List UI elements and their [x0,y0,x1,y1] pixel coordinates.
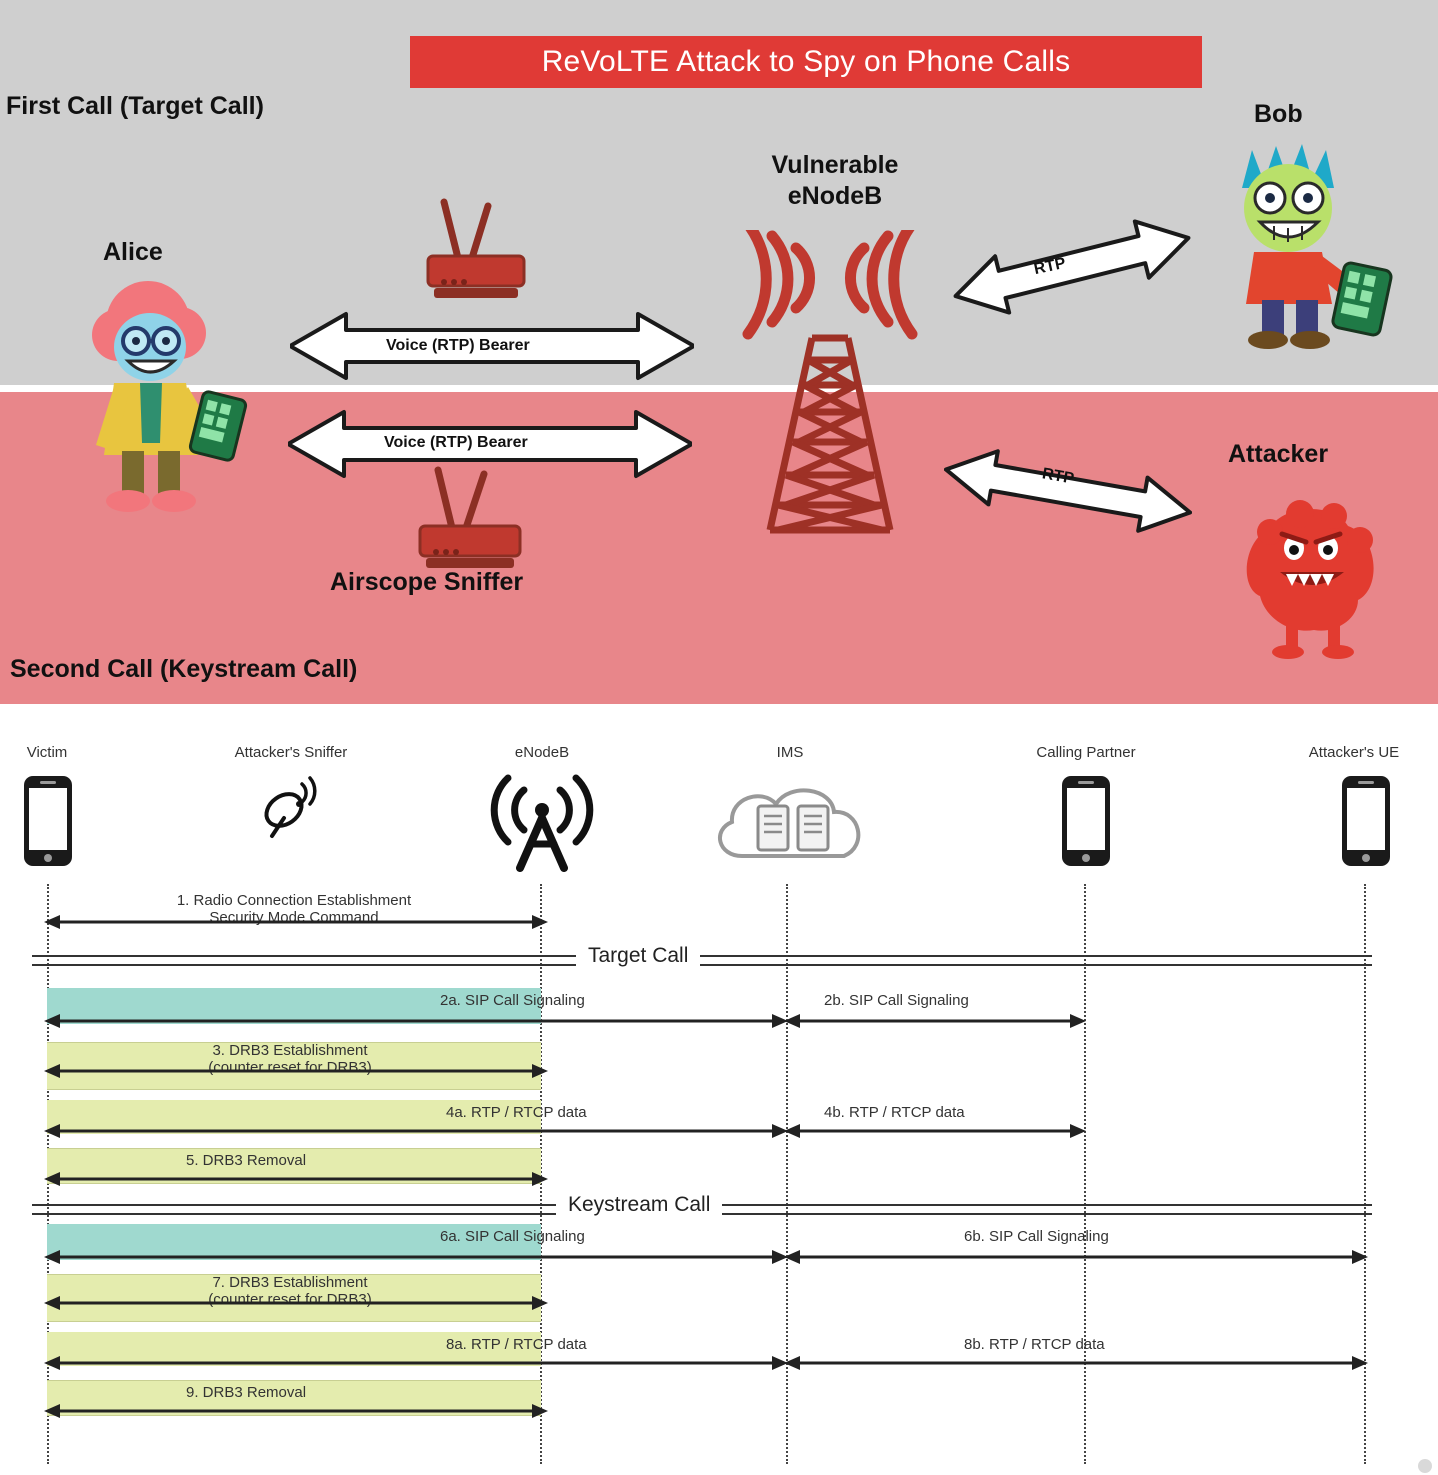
attacker-ue-smartphone-icon [1338,772,1394,875]
msg-1-line1: 1. Radio Connection Establishment [176,892,412,909]
actor-label-sniffer: Attacker's Sniffer [234,744,348,761]
msg-8a-label: 8a. RTP / RTCP data [446,1336,587,1353]
cloud-servers-icon [706,780,874,871]
sniffer-antenna-icon [258,774,328,849]
second-call-label: Second Call (Keystream Call) [10,655,358,683]
target-call-rule [32,955,1372,966]
voice-bearer-label-1: Voice (RTP) Bearer [386,337,530,354]
msg-4a-label: 4a. RTP / RTCP data [446,1104,587,1121]
bob-avatar [1212,136,1402,356]
enodeb-label-line2: eNodeB [787,182,883,211]
rtp-arrow-top [952,208,1192,326]
lifeline-ims [786,884,788,1464]
msg-3-line1: 3. DRB3 Establishment [212,1042,368,1059]
airscope-sniffer-label: Airscope Sniffer [330,568,524,596]
actor-label-calling-partner: Calling Partner [1036,744,1136,761]
enodeb-tower-icon [700,230,960,565]
top-attack-overview [0,0,1438,712]
msg-5-label: 5. DRB3 Removal [186,1152,307,1169]
actor-label-victim: Victim [26,744,68,761]
phase-label-target-call: Target Call [576,944,700,968]
attacker-label: Attacker [1228,440,1329,468]
rtp-label-top: RTP [1032,254,1068,279]
msg-9-label: 9. DRB3 Removal [186,1384,307,1401]
voice-bearer-label-2: Voice (RTP) Bearer [384,434,528,451]
first-call-label: First Call (Target Call) [6,92,264,120]
msg-6a-label: 6a. SIP Call Signaling [440,1228,585,1245]
msg-7-arrow [44,1294,548,1317]
msg-7-line1: 7. DRB3 Establishment [212,1274,368,1291]
msg-6b-arrow [784,1248,1368,1271]
bob-label: Bob [1254,100,1303,128]
actor-label-attacker-ue: Attacker's UE [1308,744,1400,761]
calling-partner-smartphone-icon [1058,772,1114,875]
alice-label: Alice [103,238,163,266]
msg-3-line2: (counter reset for DRB3) [208,1059,372,1077]
lifeline-calling-partner [1084,884,1086,1464]
msg-2b-arrow [784,1012,1086,1035]
sequence-diagram [0,712,1438,1475]
figure-title: ReVoLTE Attack to Spy on Phone Calls [410,36,1202,88]
msg-5-arrow [44,1170,548,1193]
basestation-icon [480,768,604,877]
msg-4b-label: 4b. RTP / RTCP data [824,1104,965,1121]
msg-6a-arrow [44,1248,788,1271]
rtp-arrow-bottom [944,436,1192,546]
msg-4b-arrow [784,1122,1086,1145]
alice-avatar [70,275,260,530]
msg-3-arrow [44,1062,548,1085]
msg-1-line2: Security Mode Command [209,909,379,927]
msg-8b-label: 8b. RTP / RTCP data [964,1336,1105,1353]
phase-label-keystream-call: Keystream Call [556,1193,722,1217]
msg-1-arrow [44,912,548,937]
actor-label-ims: IMS [776,744,804,761]
msg-2a-label: 2a. SIP Call Signaling [440,992,585,1009]
msg-9-arrow [44,1402,548,1425]
enodeb-label [700,150,970,213]
msg-6b-label: 6b. SIP Call Signaling [964,1228,1109,1245]
msg-4a-arrow [44,1122,788,1145]
sniffer-device-icon-1 [410,196,540,311]
victim-smartphone-icon [20,772,76,875]
msg-8a-arrow [44,1354,788,1377]
actor-label-enodeb: eNodeB [514,744,570,761]
corner-dot-decoration [1418,1459,1432,1473]
enodeb-label-line1: Vulnerable [771,151,899,179]
lifeline-attacker-ue [1364,884,1366,1464]
msg-7-line2: (counter reset for DRB3) [208,1291,372,1309]
rtp-label-bottom: RTP [1040,465,1076,488]
msg-2b-label: 2b. SIP Call Signaling [824,992,969,1009]
msg-2a-arrow [44,1012,788,1035]
msg-8b-arrow [784,1354,1368,1377]
attacker-avatar [1230,492,1400,667]
